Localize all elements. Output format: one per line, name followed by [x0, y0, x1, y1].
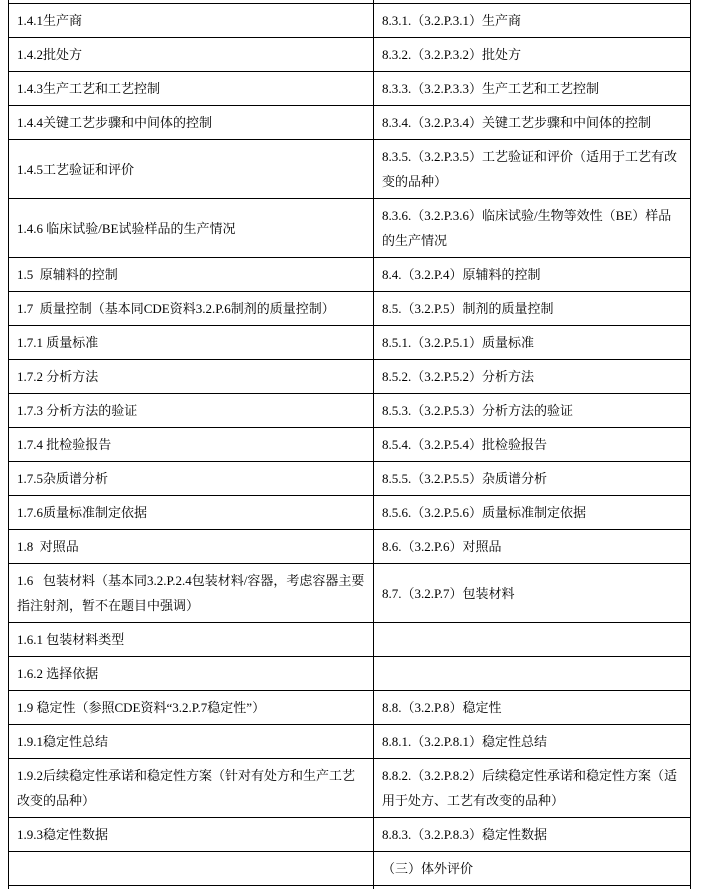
cell-right: 8.8.（3.2.P.8）稳定性	[374, 691, 691, 725]
cell-right: 8.3.2.（3.2.P.3.2）批处方	[374, 38, 691, 72]
cell-right: 8.5.1.（3.2.P.5.1）质量标准	[374, 326, 691, 360]
cell-left: 1.4.3生产工艺和工艺控制	[9, 72, 374, 106]
table-row	[9, 725, 691, 759]
cell-right: 8.8.2.（3.2.P.8.2）后续稳定性承诺和稳定性方案（适用于处方、工艺有改变的品种）	[374, 759, 691, 818]
cell-right: 8.3.1.（3.2.P.3.1）生产商	[374, 4, 691, 38]
cell-left: 1.7.6质量标准制定依据	[9, 496, 374, 530]
table-row	[9, 691, 691, 725]
cell-right: 8.4.（3.2.P.4）原辅料的控制	[374, 258, 691, 292]
table-row-partial-bottom	[9, 886, 691, 889]
cell-right: 8.7.（3.2.P.7）包装材料	[374, 564, 691, 623]
table-row	[9, 199, 691, 258]
table-row	[9, 360, 691, 394]
table-row	[9, 428, 691, 462]
cell-right: 8.3.4.（3.2.P.3.4）关键工艺步骤和中间体的控制	[374, 106, 691, 140]
cell-left: 1.6 包装材料（基本同3.2.P.2.4包装材料/容器，考虑容器主要指注射剂，暂不在题目中强调）	[9, 564, 374, 623]
cell-right	[374, 886, 691, 889]
table-row	[9, 852, 691, 886]
table-row	[9, 394, 691, 428]
table-row	[9, 496, 691, 530]
cell-left: 1.6.1 包装材料类型	[9, 623, 374, 657]
table-row	[9, 530, 691, 564]
cell-right	[374, 623, 691, 657]
cell-right: 8.5.5.（3.2.P.5.5）杂质谱分析	[374, 462, 691, 496]
table-row	[9, 462, 691, 496]
table-row	[9, 326, 691, 360]
cell-left: 1.9.1稳定性总结	[9, 725, 374, 759]
table-row	[9, 759, 691, 818]
cell-left: 1.7.4 批检验报告	[9, 428, 374, 462]
cell-left: 1.4.5工艺验证和评价	[9, 140, 374, 199]
table-row	[9, 657, 691, 691]
table-row	[9, 818, 691, 852]
cell-left	[9, 852, 374, 886]
cell-left: 1.7.3 分析方法的验证	[9, 394, 374, 428]
cell-right: 8.3.6.（3.2.P.3.6）临床试验/生物等效性（BE）样品的生产情况	[374, 199, 691, 258]
cell-left: 1.4.1生产商	[9, 4, 374, 38]
cell-right: 8.5.4.（3.2.P.5.4）批检验报告	[374, 428, 691, 462]
table-row	[9, 292, 691, 326]
table-row	[9, 106, 691, 140]
cell-left: 1.7 质量控制（基本同CDE资料3.2.P.6制剂的质量控制）	[9, 292, 374, 326]
cell-left: 1.6.2 选择依据	[9, 657, 374, 691]
cell-right	[374, 657, 691, 691]
cell-left: 1.7.2 分析方法	[9, 360, 374, 394]
cell-left: 1.4.6 临床试验/BE试验样品的生产情况	[9, 199, 374, 258]
cell-right: 8.6.（3.2.P.6）对照品	[374, 530, 691, 564]
table-row	[9, 623, 691, 657]
cell-left: 1.5 原辅料的控制	[9, 258, 374, 292]
table-row	[9, 140, 691, 199]
ctd-mapping-table	[8, 0, 691, 889]
cell-left: 1.4.2批处方	[9, 38, 374, 72]
table-body	[9, 0, 691, 889]
cell-left: 1.8 对照品	[9, 530, 374, 564]
cell-right: 8.3.5.（3.2.P.3.5）工艺验证和评价（适用于工艺有改变的品种）	[374, 140, 691, 199]
table-row	[9, 564, 691, 623]
cell-right: 8.8.1.（3.2.P.8.1）稳定性总结	[374, 725, 691, 759]
cell-right: 8.5.3.（3.2.P.5.3）分析方法的验证	[374, 394, 691, 428]
cell-right: （三）体外评价	[374, 852, 691, 886]
cell-right: 8.3.3.（3.2.P.3.3）生产工艺和工艺控制	[374, 72, 691, 106]
cell-left: 1.9 稳定性（参照CDE资料“3.2.P.7稳定性”）	[9, 691, 374, 725]
cell-left	[9, 886, 374, 889]
cell-left: 1.7.1 质量标准	[9, 326, 374, 360]
table-row	[9, 38, 691, 72]
cell-left: 1.9.3稳定性数据	[9, 818, 374, 852]
cell-right: 8.8.3.（3.2.P.8.3）稳定性数据	[374, 818, 691, 852]
cell-left: 1.4.4关键工艺步骤和中间体的控制	[9, 106, 374, 140]
cell-right: 8.5.（3.2.P.5）制剂的质量控制	[374, 292, 691, 326]
table-row	[9, 4, 691, 38]
cell-left: 1.7.5杂质谱分析	[9, 462, 374, 496]
cell-right: 8.5.2.（3.2.P.5.2）分析方法	[374, 360, 691, 394]
table-row	[9, 258, 691, 292]
cell-left: 1.9.2后续稳定性承诺和稳定性方案（针对有处方和生产工艺改变的品种）	[9, 759, 374, 818]
cell-right: 8.5.6.（3.2.P.5.6）质量标准制定依据	[374, 496, 691, 530]
table-row	[9, 72, 691, 106]
